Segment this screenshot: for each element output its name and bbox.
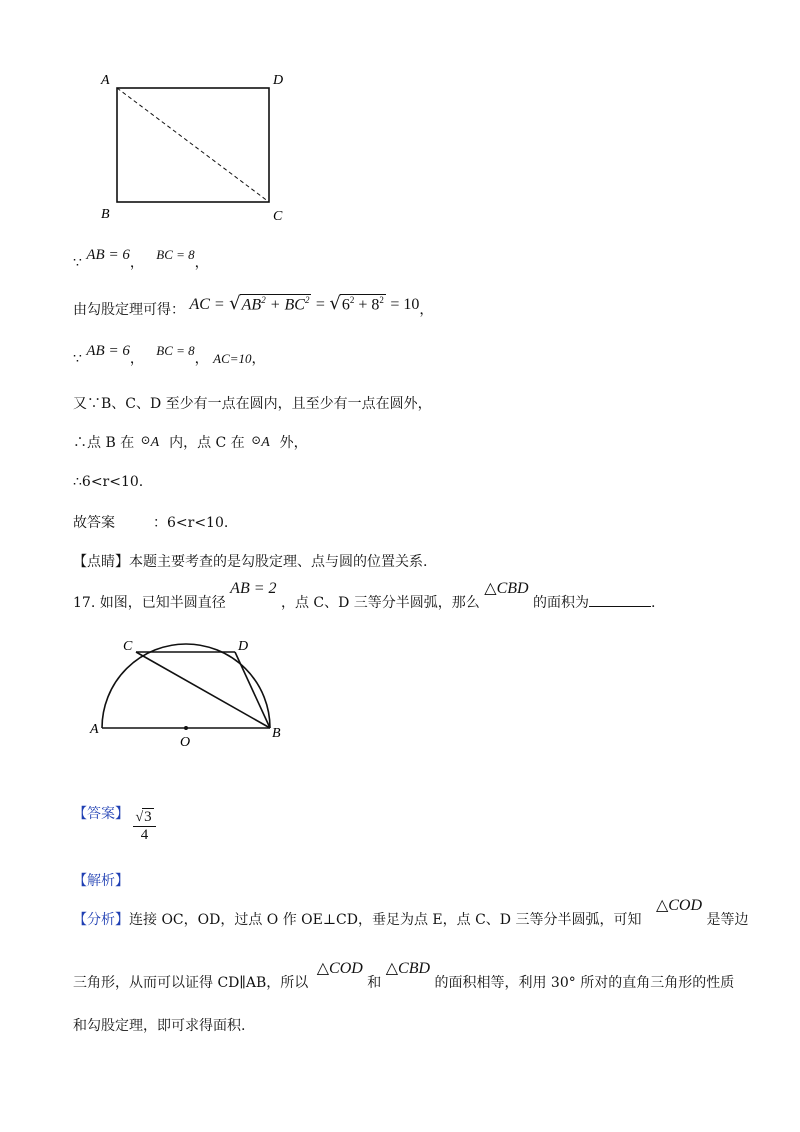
fenxi-line-1 <box>73 895 748 931</box>
step5-pre: ∴点 B 在 <box>73 435 135 451</box>
answer-tag: 【答案】 <box>73 806 129 822</box>
triangle-cbd: △CBD <box>385 960 431 977</box>
center-point-o <box>184 726 188 730</box>
problem-text-post: 的面积为 <box>533 595 590 611</box>
semicircle-figure <box>82 625 297 750</box>
bc-equation: BC = 8 <box>156 247 195 262</box>
comment-tag: 【点睛】 <box>73 554 129 570</box>
step-4: 又∵B、C、D 至少有一点在圆内，且至少有一点在圆外， <box>73 396 432 412</box>
label-c: C <box>273 209 283 224</box>
separator: ， <box>194 351 209 367</box>
fenxi-tag: 【分析】 <box>73 912 129 928</box>
separator: ， <box>129 255 144 271</box>
label-c: C <box>123 639 133 654</box>
chord-cb <box>136 652 270 728</box>
label-d: D <box>273 73 284 88</box>
step-3 <box>73 340 266 367</box>
result: = 10 <box>390 296 420 313</box>
step5-mid: 内，点 C 在 <box>169 435 245 451</box>
problem-text-mid: ，点 C、D 三等分半圆弧，那么 <box>280 595 480 611</box>
ac-lhs: AC = <box>189 296 225 313</box>
because-symbol: ∵ <box>73 255 82 271</box>
triangle-cod-2: △COD <box>316 960 363 977</box>
analysis-tag: 【解析】 <box>73 873 129 889</box>
step-2: 由勾股定理可得： AC = $√AB^2 + BC^2 = √6^2 + 8^2 = 10$， <box>73 293 434 318</box>
fenxi-line1-post: 是等边 <box>706 912 749 928</box>
ab-equation: AB = 6 <box>86 343 130 359</box>
step7-label: 故答案 <box>73 515 115 531</box>
label-b: B <box>272 726 281 741</box>
separator: ， <box>194 255 209 271</box>
separator: ， <box>129 351 144 367</box>
separator: ， <box>251 351 266 367</box>
answer-blank <box>589 594 651 607</box>
separator: ， <box>419 302 434 318</box>
label-d: D <box>238 639 249 654</box>
problem-text-pre: 如图，已知半圆直径 <box>99 595 226 611</box>
ab-equation: AB = 6 <box>86 247 130 263</box>
chord-db <box>235 652 270 728</box>
answer-numerator: 3 <box>144 809 152 825</box>
step5-post: 外， <box>279 435 308 451</box>
radical-1: $AB^2 + BC^2$ <box>241 294 310 313</box>
problem-17 <box>73 578 655 612</box>
problem-end: . <box>651 595 656 611</box>
ac-value: AC=10 <box>213 351 252 366</box>
label-a: A <box>101 73 110 88</box>
diagonal-ac <box>117 88 269 202</box>
label-o: O <box>180 735 191 750</box>
label-b: B <box>101 207 110 222</box>
radical-2: $6^2 + 8^2$ <box>341 294 384 313</box>
step-7 <box>73 512 228 532</box>
fenxi-line-3: 和勾股定理，即可求得面积. <box>73 1018 246 1034</box>
step-1 <box>73 244 209 271</box>
step7-colon: ： <box>153 515 167 531</box>
problem-triangle: △CBD <box>484 580 529 597</box>
fenxi-line1-text: 连接 OC，OD，过点 O 作 OE⊥CD，垂足为点 E，点 C、D 三等分半圆弧，可知 <box>129 912 642 928</box>
comment-line <box>73 551 427 571</box>
step-6: ∴6<r<10. <box>73 474 144 490</box>
semicircle-arc <box>102 644 270 728</box>
answer-line <box>73 808 156 844</box>
because-symbol: ∵ <box>73 351 82 367</box>
equals: = <box>315 296 325 313</box>
fenxi-line2-post: 的面积相等，利用 30° 所对的直角三角形的性质 <box>434 975 735 991</box>
fenxi-line-2 <box>73 958 734 994</box>
fenxi-and: 和 <box>367 975 382 991</box>
step2-prefix: 由勾股定理可得： <box>73 302 185 318</box>
rectangle-figure <box>95 70 305 230</box>
fenxi-line2-text: 三角形，从而可以证得 CD∥AB，所以 <box>73 975 309 991</box>
triangle-cod-1: △COD <box>655 897 703 914</box>
step-5: ∴点 B 在 ⊙ A 内，点 C 在 ⊙ A 外， <box>73 433 308 451</box>
answer-fraction: $\frac{√3}{4}$ <box>133 808 155 844</box>
label-a: A <box>90 722 99 737</box>
comment-text: 本题主要考查的是勾股定理、点与圆的位置关系. <box>129 554 428 570</box>
problem-number: 17. <box>73 595 96 611</box>
step7-value: 6<r<10. <box>167 515 229 531</box>
bc-equation: BC = 8 <box>156 343 195 358</box>
problem-ab-equation: AB = 2 <box>230 580 277 597</box>
answer-denominator: 4 <box>140 827 149 843</box>
